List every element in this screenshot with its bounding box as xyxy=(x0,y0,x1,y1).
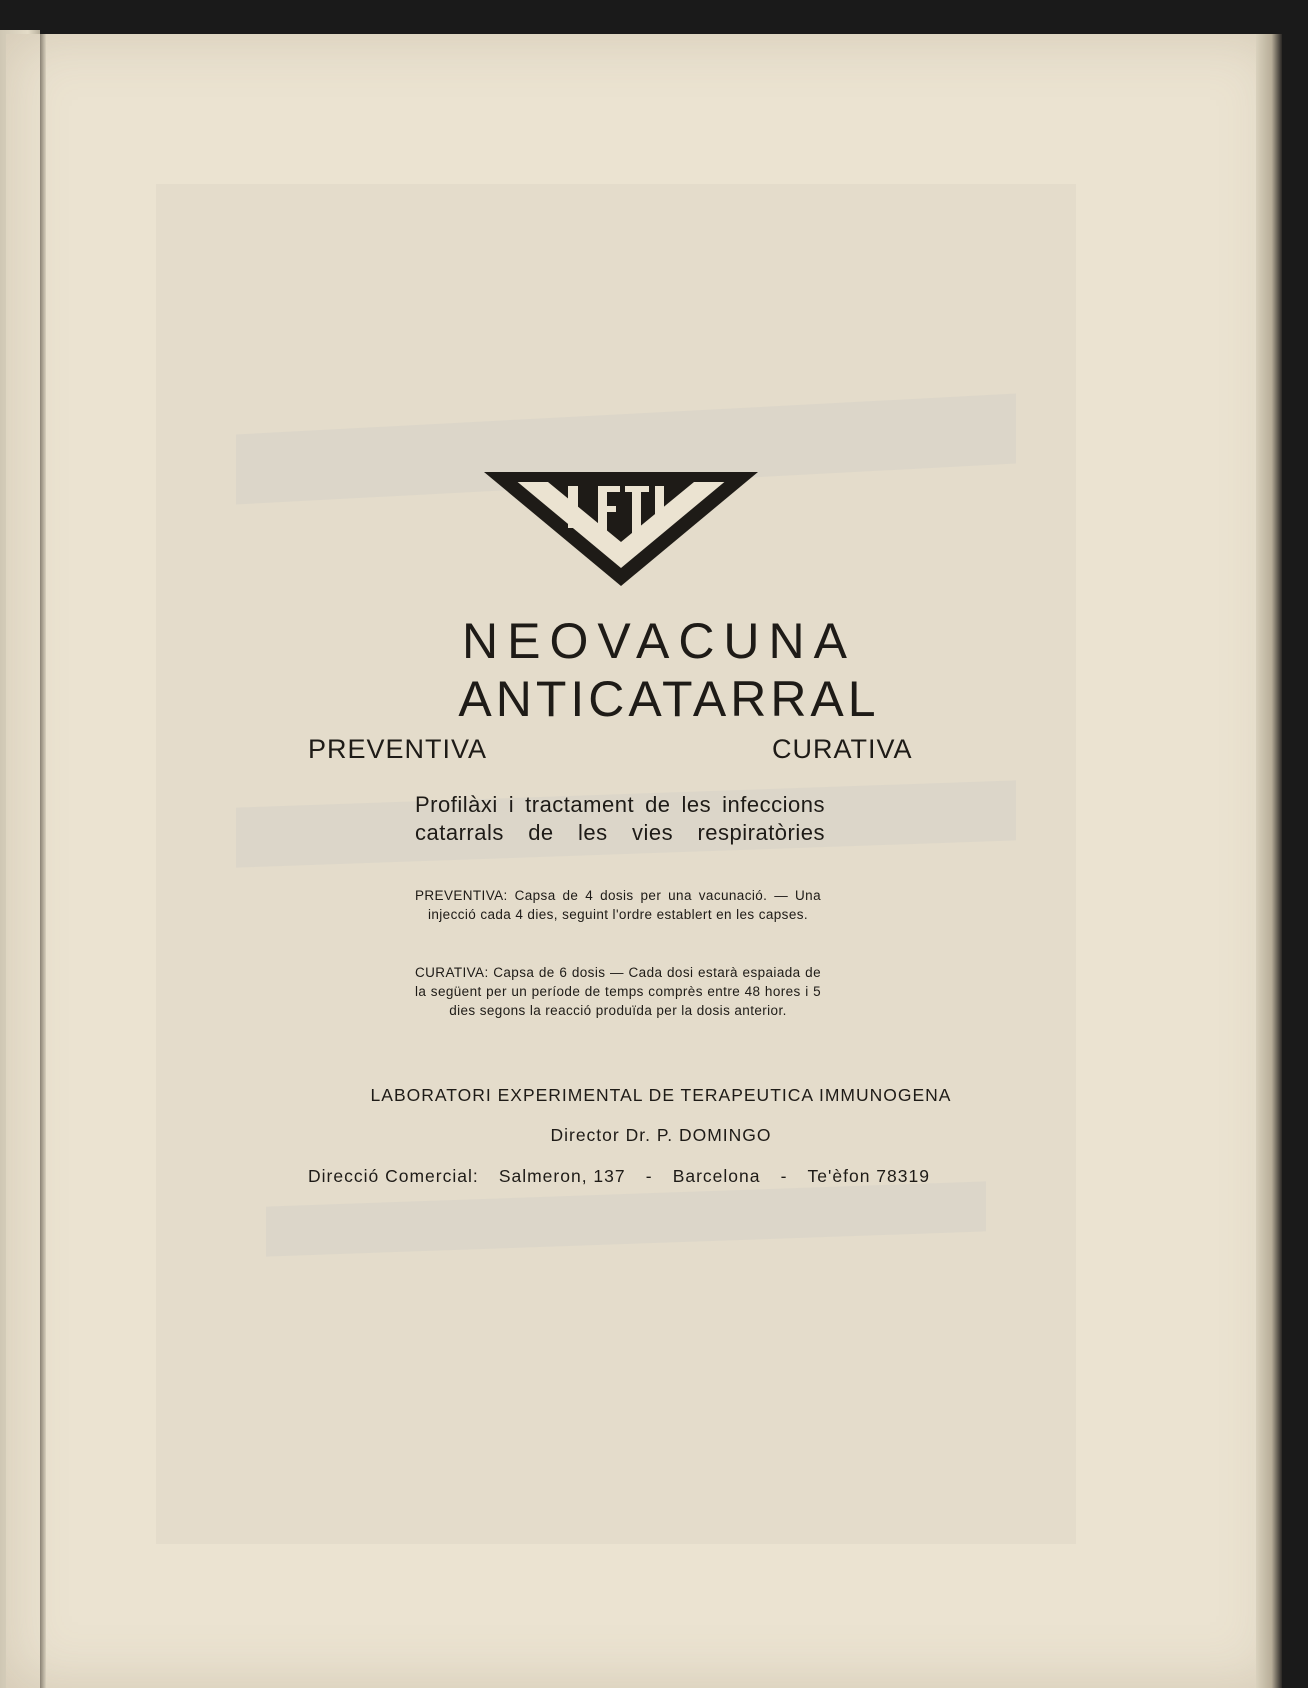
lead-text-line2: catarrals de les vies respiratòries xyxy=(415,820,825,845)
address-street: Salmeron, 137 xyxy=(498,1166,626,1186)
lead-text-line1: Profilàxi i tractament de les infeccions xyxy=(415,792,825,817)
leti-logo xyxy=(484,470,758,588)
subtitle-curativa: CURATIVA xyxy=(772,734,913,764)
commercial-address xyxy=(308,1166,930,1187)
product-title-line1: NEOVACUNA xyxy=(461,613,856,669)
product-title-line2: ANTICATARRAL xyxy=(458,671,880,727)
address-phone: Te'èfon 78319 xyxy=(807,1166,930,1186)
subtitle-preventiva: PREVENTIVA xyxy=(308,734,488,764)
curativa-description: CURATIVA: Capsa de 6 dosis — Cada dosi estarà espaiada de la següent per un període de temps comprès entre 48 hores i 5 dies segons la reacció produïda per la dosis anterior. xyxy=(415,965,821,1018)
page-right-edge xyxy=(1256,34,1282,1688)
address-separator: - xyxy=(780,1166,788,1186)
laboratory-name: LABORATORI EXPERIMENTAL DE TERAPEUTICA IMMUNOGENA xyxy=(370,1085,952,1105)
address-city: Barcelona xyxy=(672,1166,761,1186)
book-spine xyxy=(40,34,46,1688)
address-separator: - xyxy=(645,1166,653,1186)
address-label: Direcció Comercial: xyxy=(308,1166,479,1186)
document-page xyxy=(6,34,1282,1688)
director-line: Director Dr. P. DOMINGO xyxy=(550,1125,772,1145)
preventiva-description: PREVENTIVA: Capsa de 4 dosis per una vacunació. — Una injecció cada 4 dies, seguint l'ordre establert en les capses. xyxy=(415,888,821,922)
